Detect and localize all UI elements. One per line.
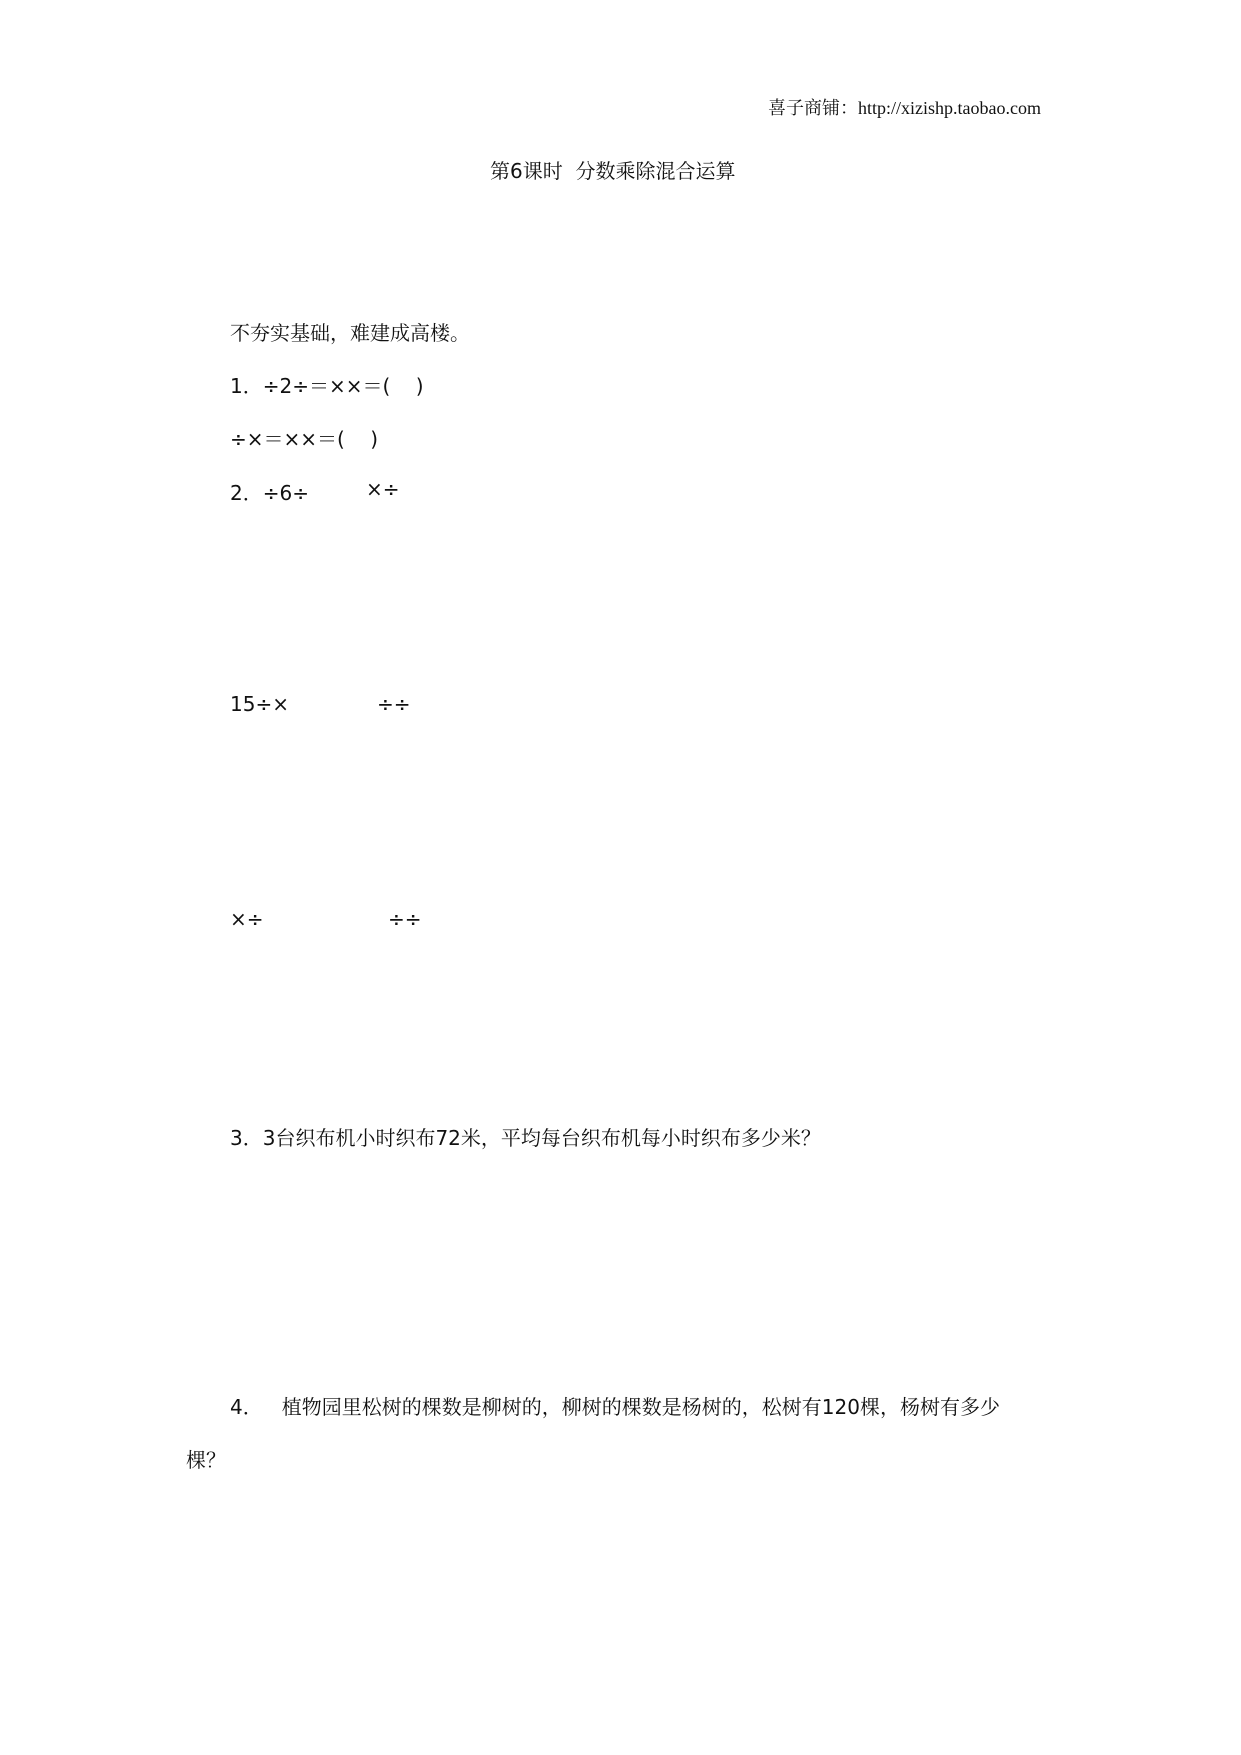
question-3: 3．3台织布机小时织布72米，平均每台织布机每小时织布多少米？ xyxy=(230,1126,821,1150)
page-title: 第6课时 分数乘除混合运算 xyxy=(490,159,736,183)
question-4-line2: 棵？ xyxy=(186,1448,226,1472)
question-2c-left: ×÷ xyxy=(230,907,264,931)
question-1b: ÷×＝××＝( ) xyxy=(230,427,379,451)
question-2a-left: 2．÷6÷ xyxy=(230,481,309,505)
question-2a-right: ×÷ xyxy=(366,477,400,501)
question-4-line1: 4． 植物园里松树的棵数是柳树的，柳树的棵数是杨树的，松树有120棵，杨树有多少 xyxy=(230,1395,1000,1419)
intro-text: 不夯实基础，难建成高楼。 xyxy=(230,321,470,345)
question-2b-left: 15÷× xyxy=(230,692,289,716)
page-header: 喜子商铺：http://xizishp.taobao.com xyxy=(768,98,1041,118)
question-2b-right: ÷÷ xyxy=(377,692,411,716)
question-2c-right: ÷÷ xyxy=(388,907,422,931)
question-1a: 1．÷2÷＝××＝( ) xyxy=(230,374,424,398)
